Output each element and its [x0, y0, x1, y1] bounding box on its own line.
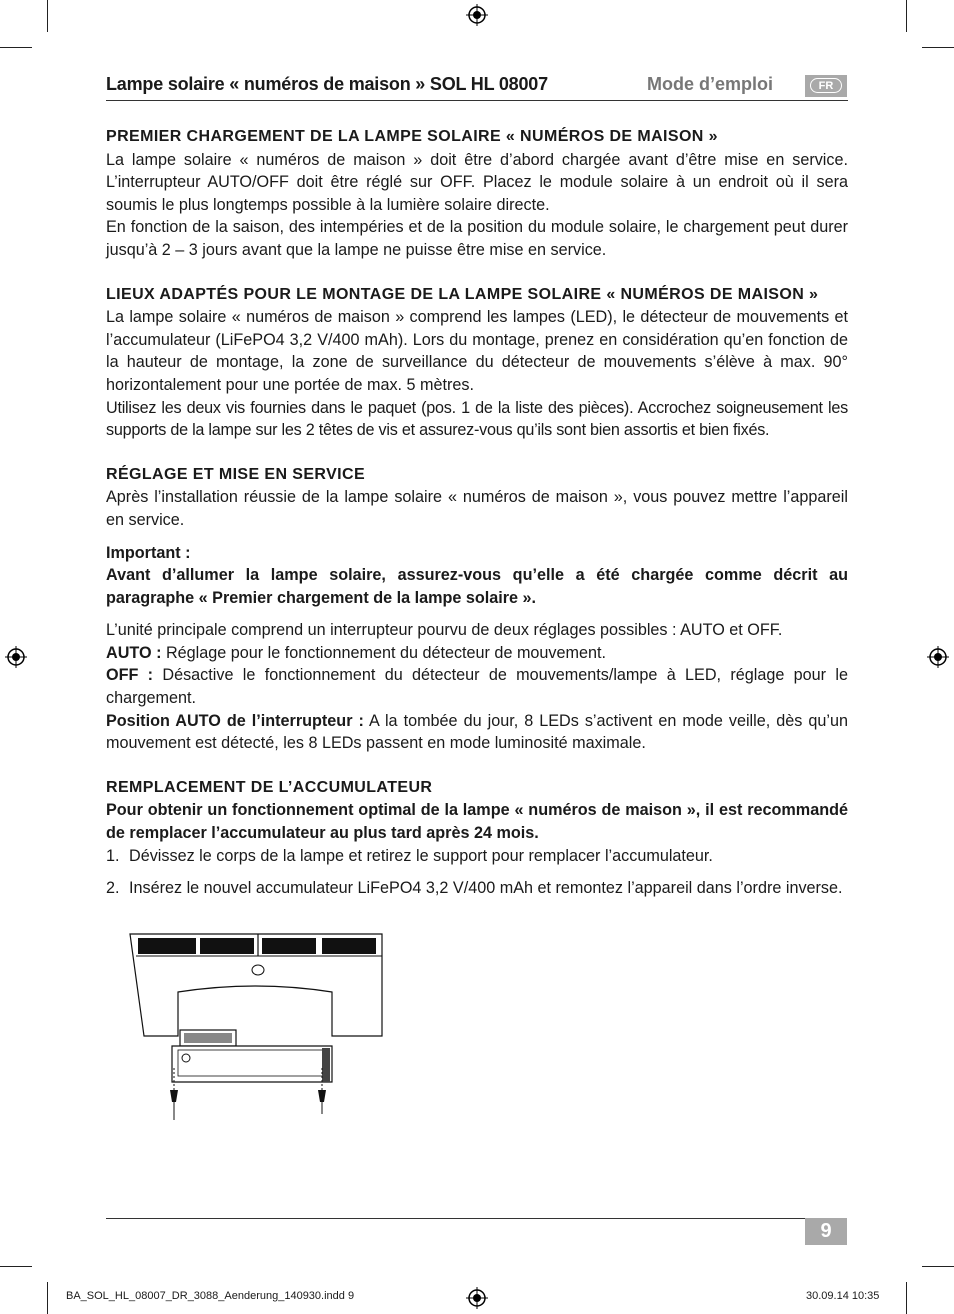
main-content	[106, 126, 848, 900]
off-setting: OFF : Désactive le fonctionnement du détecteur de mouvements/lampe à LED, réglage pour le chargement.	[106, 666, 848, 708]
section-heading: LIEUX ADAPTÉS POUR LE MONTAGE DE LA LAMPE SOLAIRE « NUMÉROS DE MAISON »	[106, 285, 819, 303]
bold-intro: Pour obtenir un fonctionnement optimal de la lampe « numéros de maison », il est recommandé de remplacer l’accumulateur au plus tard après 24 mois.	[106, 801, 848, 843]
footer-timestamp: 30.09.14 10:35	[806, 1290, 880, 1302]
registration-mark-icon	[927, 646, 949, 668]
important-text: Avant d’allumer la lampe solaire, assurez-vous qu’elle a été chargée comme décrit au paragraphe « Premier chargement de la lampe solaire ».	[106, 566, 848, 607]
document-title: Lampe solaire « numéros de maison » SOL HL 08007	[106, 74, 548, 94]
section-heading: PREMIER CHARGEMENT DE LA LAMPE SOLAIRE « NUMÉROS DE MAISON »	[106, 128, 718, 145]
crop-mark	[922, 1266, 954, 1267]
auto-setting: AUTO : Réglage pour le fonctionnement du détecteur de mouvement.	[106, 643, 607, 662]
document-mode: Mode d’emploi	[647, 74, 773, 94]
paragraph: La lampe solaire « numéros de maison » doit être d’abord chargée avant d’être mise en service. L’interrupteur AUTO/OFF doit être réglé sur OFF. Placez le module solaire à un endroit où il sera soumis le plus longtemps possible à la lumière solaire directe.	[106, 150, 848, 214]
footer-rule	[106, 1218, 805, 1219]
list-item: 2. Insérez le nouvel accumulateur LiFePO4 3,2 V/400 mAh et remontez l’appareil dans l’ordre inverse.	[106, 879, 843, 898]
section-heading: RÉGLAGE ET MISE EN SERVICE	[106, 465, 366, 483]
crop-mark	[0, 47, 32, 48]
paragraph: Utilisez les deux vis fournies dans le paquet (pos. 1 de la liste des pièces). Accrochez soigneusement les supports de la lampe sur les 2 têtes de vis et assurez-vous qu’ils sont bien assortis et bien fixés.	[106, 398, 848, 440]
language-badge	[805, 75, 847, 97]
paragraph: La lampe solaire « numéros de maison » comprend les lampes (LED), le détecteur de mouvements et l’accumulateur (LiFePO4 3,2 V/400 mAh). Lors du montage, prenez en considération qu’en fonction de la hauteur de montage, la zone de surveillance du détecteur de mouvements s’élève à max. 90° horizontalement pour une portée de max. 5 mètres.	[106, 308, 848, 394]
registration-mark-icon	[5, 646, 27, 668]
crop-mark	[0, 1266, 32, 1267]
registration-mark-icon	[466, 1287, 488, 1309]
paragraph: En fonction de la saison, des intempéries et de la position du module solaire, le chargement peut durer jusqu’à 2 – 3 jours avant que la lampe ne puisse être mise en service.	[106, 218, 848, 259]
page-number: 9	[805, 1218, 847, 1245]
crop-mark	[47, 0, 48, 32]
steps-list	[106, 845, 848, 900]
paragraph: L’unité principale comprend un interrupteur pourvu de deux réglages possibles : AUTO et OFF.	[106, 621, 783, 640]
crop-mark	[922, 47, 954, 48]
paragraph: Après l’installation réussie de la lampe solaire « numéros de maison », vous pouvez mettre l’appareil en service.	[106, 488, 848, 529]
important-label: Important :	[106, 543, 191, 562]
header-rule	[106, 100, 848, 101]
footer-filename: BA_SOL_HL_08007_DR_3088_Aenderung_140930.indd 9	[66, 1290, 355, 1302]
section-heading: REMPLACEMENT DE L’ACCUMULATEUR	[106, 778, 433, 796]
list-item: 1. Dévissez le corps de la lampe et retirez le support pour remplacer l’accumulateur.	[106, 846, 713, 865]
language-badge-label: FR	[810, 78, 842, 93]
crop-mark	[906, 1282, 907, 1314]
crop-mark	[906, 0, 907, 32]
auto-position: Position AUTO de l’interrupteur : A la tombée du jour, 8 LEDs s’activent en mode veille, dès qu’un mouvement est détecté, les 8 LEDs passent en mode luminosité maximale.	[106, 711, 848, 753]
registration-mark-icon	[466, 4, 488, 26]
crop-mark	[47, 1282, 48, 1314]
lamp-assembly-illustration	[126, 930, 388, 1122]
